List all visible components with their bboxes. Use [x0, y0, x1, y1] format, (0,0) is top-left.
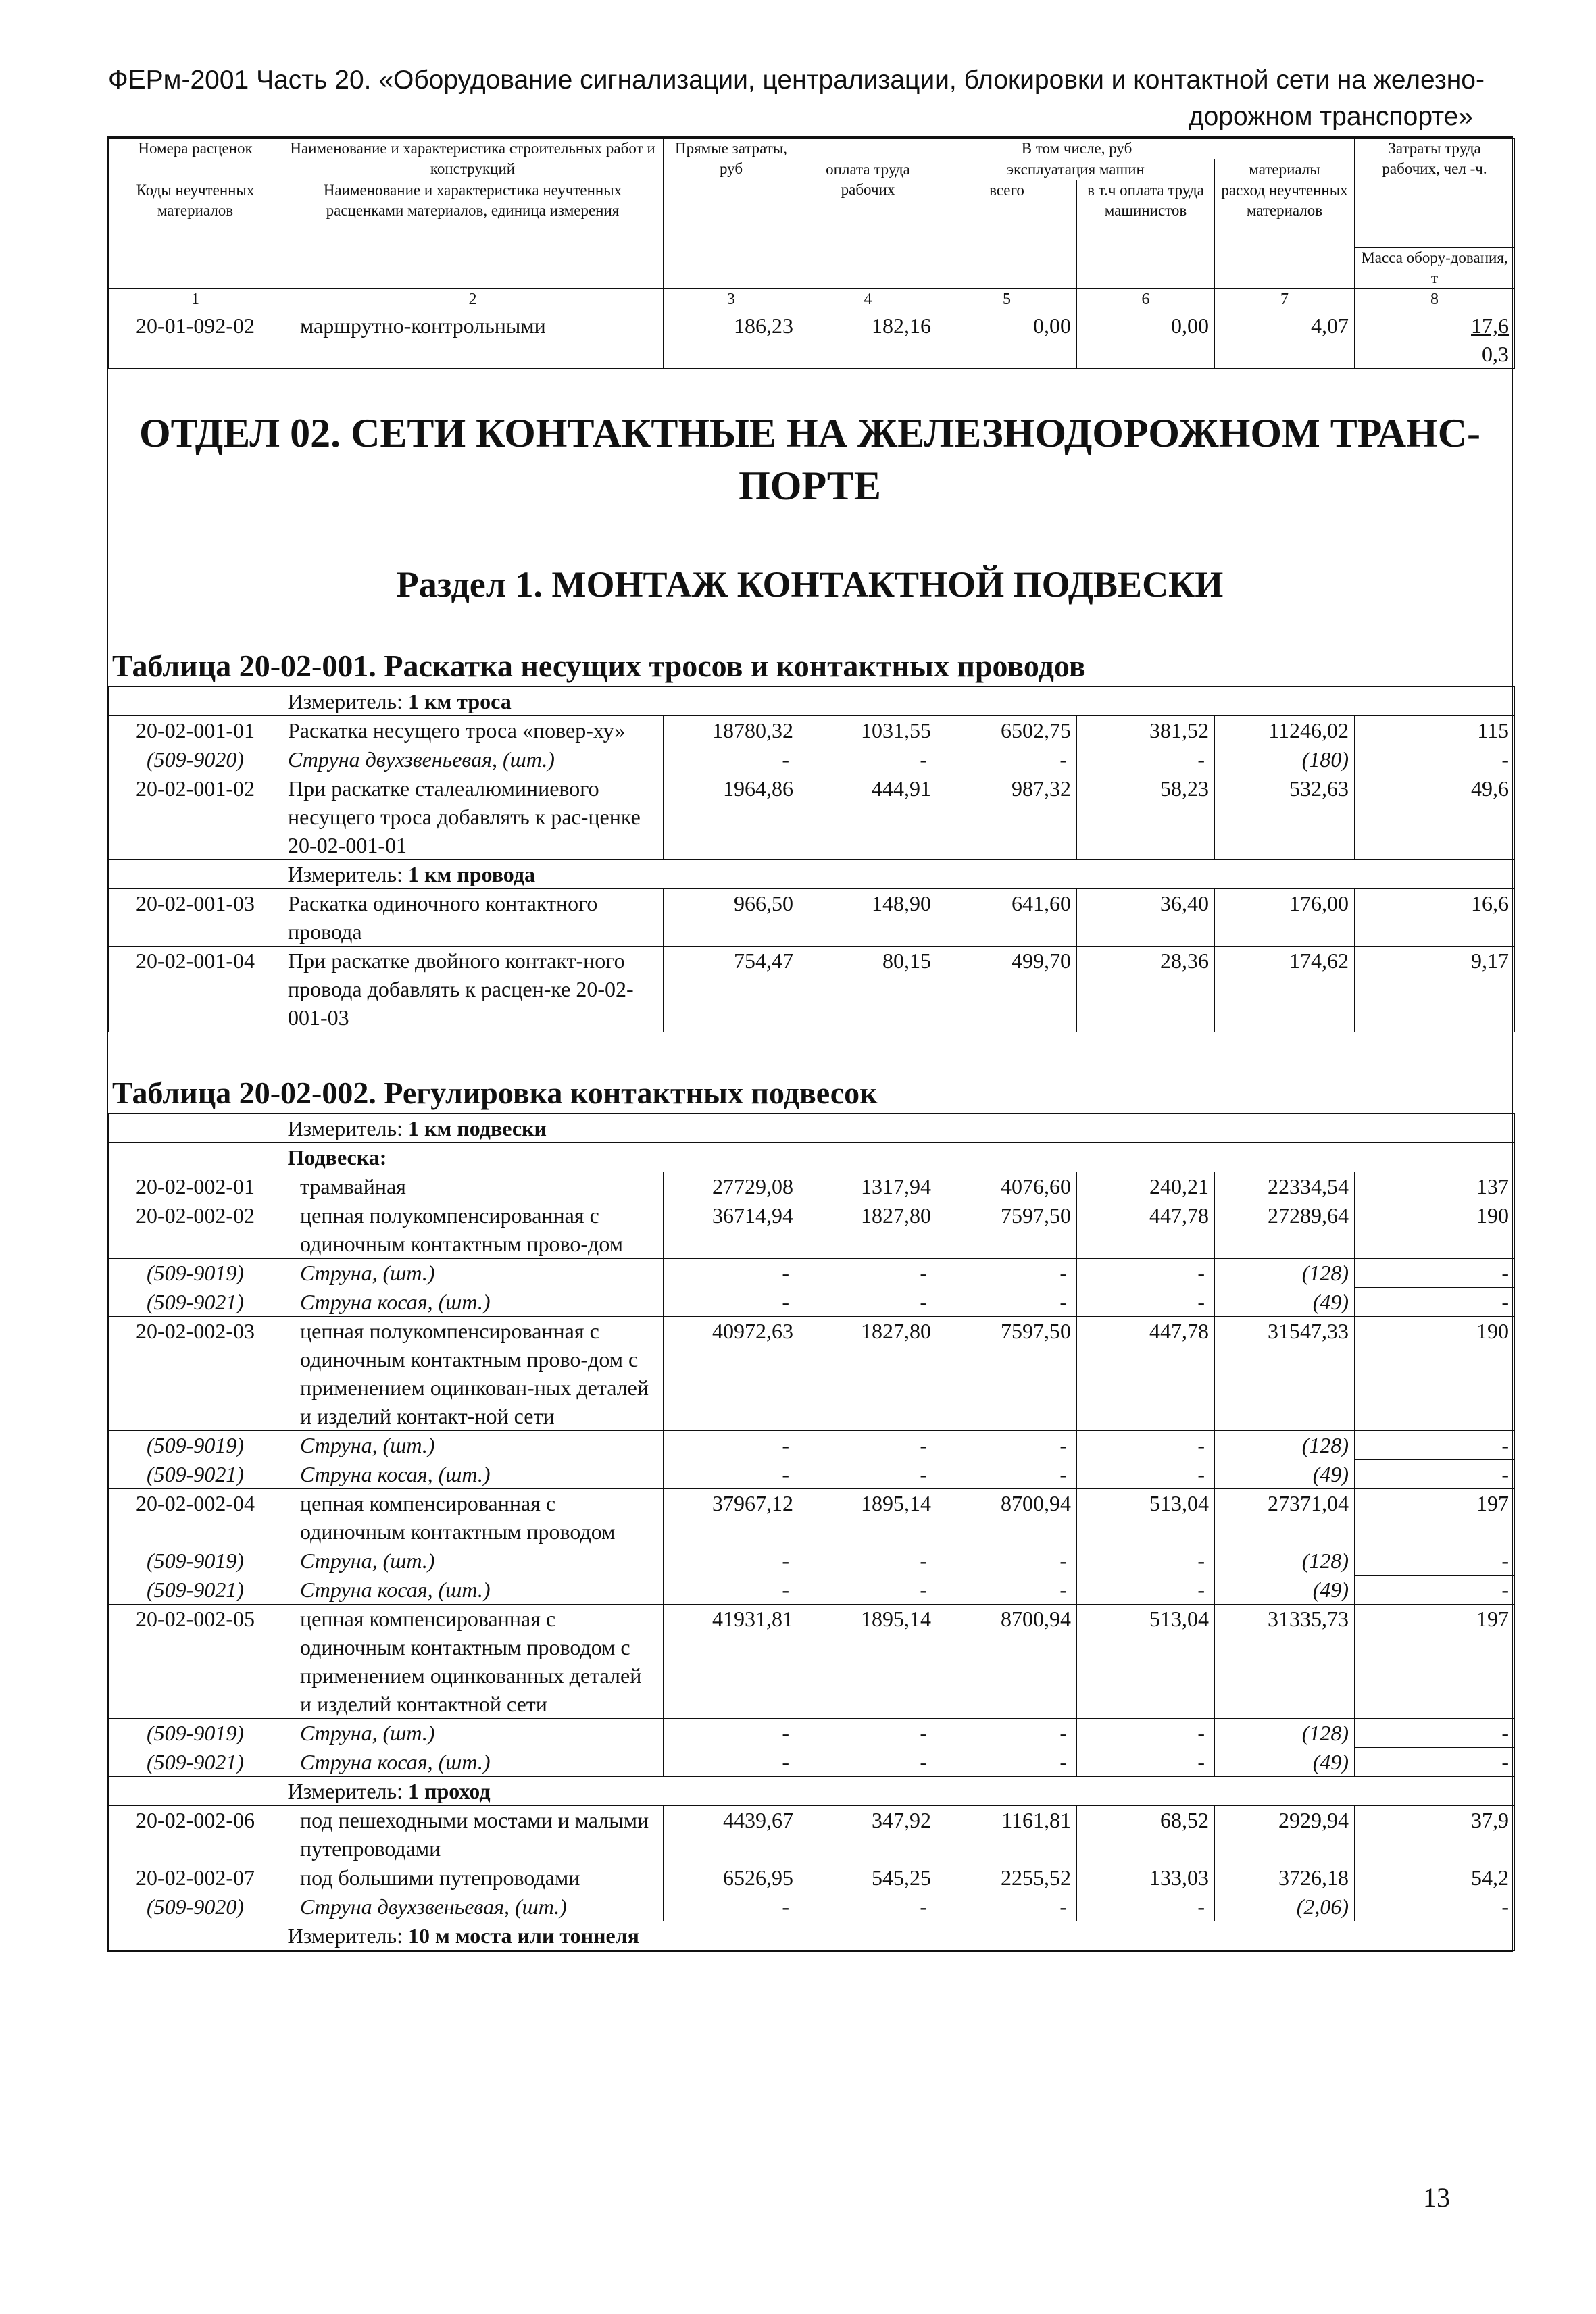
meter-value: 1 проход [408, 1779, 491, 1803]
table-2 [108, 1113, 1515, 1951]
meter-prefix: Измеритель: [287, 1779, 403, 1803]
cell-v8: 49,6 [1355, 774, 1515, 860]
cell-v5: 499,70 [937, 947, 1077, 1032]
cell-v6: - [1077, 745, 1215, 774]
cell-v4: - [799, 745, 937, 774]
cell-v6: - [1077, 1748, 1215, 1777]
material-row [109, 1288, 1515, 1317]
colnum-8: 8 [1355, 289, 1515, 311]
meter-row [109, 687, 1515, 716]
cell-v6: - [1077, 1259, 1215, 1288]
cell-v5: 6502,75 [937, 716, 1077, 745]
cell-v6: - [1077, 1431, 1215, 1460]
cell-v4: - [799, 1259, 937, 1288]
cell-v8: - [1355, 745, 1515, 774]
cell-v4: 1895,14 [799, 1605, 937, 1719]
cell-name: Струна косая, (шт.) [282, 1748, 664, 1777]
material-row [109, 1546, 1515, 1576]
cell-code: (509-9021) [109, 1460, 282, 1489]
meter-prefix: Измеритель: [287, 1923, 403, 1948]
cell-name: цепная компенсированная с одиночным контактным проводом с применением оцинкованных деталей и изделий контактной сети [282, 1605, 664, 1719]
cell-v5: - [937, 1546, 1077, 1576]
table-2-title: Таблица 20-02-002. Регулировка контактных подвесок [112, 1076, 878, 1110]
table-row [109, 774, 1515, 860]
row-v8-mass: 0,3 [1482, 342, 1510, 366]
cell-v8: 9,17 [1355, 947, 1515, 1032]
cell-v7: (128) [1215, 1546, 1355, 1576]
row-v6: 0,00 [1077, 311, 1215, 369]
head-exploit: эксплуатация машин [937, 159, 1215, 180]
cell-v5: 641,60 [937, 889, 1077, 947]
cell-v4: 347,92 [799, 1806, 937, 1863]
meter-row [109, 1921, 1515, 1951]
cell-code: 20-02-002-03 [109, 1317, 282, 1431]
cell-v3: 754,47 [664, 947, 799, 1032]
cell-v7: 2929,94 [1215, 1806, 1355, 1863]
meter-value: 1 км провода [408, 862, 536, 886]
head-group: В том числе, руб [799, 139, 1355, 159]
cell-name: Струна двухзвеньевая, (шт.) [282, 745, 664, 774]
cell-v3: 4439,67 [664, 1806, 799, 1863]
colnum-3: 3 [664, 289, 799, 311]
cell-v8: 115 [1355, 716, 1515, 745]
meter-value: 10 м моста или тоннеля [408, 1923, 639, 1948]
cell-v6: 28,36 [1077, 947, 1215, 1032]
cell-code: 20-02-001-03 [109, 889, 282, 947]
cell-v6: - [1077, 1719, 1215, 1748]
cell-v6: 513,04 [1077, 1489, 1215, 1546]
cell-v5: - [937, 1460, 1077, 1489]
cell-v3: 37967,12 [664, 1489, 799, 1546]
cell-v5: 2255,52 [937, 1863, 1077, 1892]
cell-v8: 190 [1355, 1201, 1515, 1259]
material-row [109, 1259, 1515, 1288]
row-v8 [1355, 311, 1515, 369]
cell-v4: - [799, 1892, 937, 1921]
cell-v5: - [937, 1259, 1077, 1288]
cell-v8: - [1355, 1892, 1515, 1921]
colnum-4: 4 [799, 289, 937, 311]
cell-v6: 240,21 [1077, 1172, 1215, 1201]
cell-v7: (128) [1215, 1259, 1355, 1288]
cell-code: (509-9019) [109, 1259, 282, 1288]
cell-v3: - [664, 1546, 799, 1576]
cell-code: (509-9019) [109, 1719, 282, 1748]
meter-label [282, 1777, 1515, 1806]
table-1 [108, 686, 1515, 1032]
cell-v5: - [937, 1288, 1077, 1317]
head-mass: Масса обору-дования, т [1355, 248, 1515, 289]
meter-value: 1 км подвески [408, 1116, 547, 1140]
cell-code: 20-02-001-04 [109, 947, 282, 1032]
meter-prefix: Измеритель: [287, 862, 403, 886]
cell-code: 20-02-001-02 [109, 774, 282, 860]
cell-v4: - [799, 1748, 937, 1777]
colnum-2: 2 [282, 289, 664, 311]
head-material-use: расход неучтенных материалов [1215, 180, 1355, 289]
meter-label [282, 1114, 1515, 1143]
head-codes-top: Номера расценок [109, 139, 282, 180]
cell-name: При раскатке двойного контакт-ного провода добавлять к расцен-ке 20-02-001-03 [282, 947, 664, 1032]
cell-code: (509-9021) [109, 1748, 282, 1777]
cell-v8: 197 [1355, 1489, 1515, 1546]
cell-v6: 447,78 [1077, 1317, 1215, 1431]
cell-v4: - [799, 1546, 937, 1576]
meter-blank [109, 1114, 282, 1143]
cell-v5: - [937, 745, 1077, 774]
row-name: маршрутно-контрольными [282, 311, 664, 369]
table-row [109, 1201, 1515, 1259]
cell-v8: - [1355, 1288, 1515, 1317]
cell-v8: - [1355, 1748, 1515, 1777]
cell-v4: 1827,80 [799, 1201, 937, 1259]
page-number: 13 [1423, 2182, 1450, 2213]
cell-name: Струна, (шт.) [282, 1259, 664, 1288]
group-row [109, 1143, 1515, 1172]
table-row [109, 311, 1515, 369]
row-v8-labor: 17,6 [1471, 313, 1510, 338]
head-materials: материалы [1215, 159, 1355, 180]
row-v7: 4,07 [1215, 311, 1355, 369]
cell-name: Струна, (шт.) [282, 1546, 664, 1576]
cell-v8: 54,2 [1355, 1863, 1515, 1892]
cell-v7: (49) [1215, 1288, 1355, 1317]
cell-name: Раскатка несущего троса «повер-ху» [282, 716, 664, 745]
row-v5: 0,00 [937, 311, 1077, 369]
cell-v4: 1031,55 [799, 716, 937, 745]
cell-v7: (2,06) [1215, 1892, 1355, 1921]
cell-v4: 444,91 [799, 774, 937, 860]
table-row [109, 1806, 1515, 1863]
cell-v5: - [937, 1576, 1077, 1605]
cell-v3: 6526,95 [664, 1863, 799, 1892]
cell-v5: 7597,50 [937, 1317, 1077, 1431]
table-row [109, 1489, 1515, 1546]
table-row [109, 1172, 1515, 1201]
table-row [109, 1605, 1515, 1719]
cell-v7: 31335,73 [1215, 1605, 1355, 1719]
cell-v4: 1827,80 [799, 1317, 937, 1431]
cell-code: (509-9019) [109, 1431, 282, 1460]
cell-v3: 1964,86 [664, 774, 799, 860]
cell-v8: - [1355, 1431, 1515, 1460]
cell-code: 20-02-002-06 [109, 1806, 282, 1863]
cell-name: Струна косая, (шт.) [282, 1288, 664, 1317]
cell-name: Струна, (шт.) [282, 1431, 664, 1460]
cell-v8: 137 [1355, 1172, 1515, 1201]
cell-v5: 1161,81 [937, 1806, 1077, 1863]
cell-name: цепная полукомпенсированная с одиночным контактным прово-дом [282, 1201, 664, 1259]
section-title: Раздел 1. МОНТАЖ КОНТАКТНОЙ ПОДВЕСКИ [396, 564, 1224, 605]
cell-code: (509-9020) [109, 745, 282, 774]
meter-blank [109, 860, 282, 889]
material-row [109, 745, 1515, 774]
cell-v4: - [799, 1460, 937, 1489]
cell-v4: 1895,14 [799, 1489, 937, 1546]
cell-v7: (180) [1215, 745, 1355, 774]
head-codes-bottom: Коды неучтенных материалов [109, 180, 282, 289]
cell-v7: 176,00 [1215, 889, 1355, 947]
meter-value: 1 км троса [408, 689, 512, 713]
cell-v5: - [937, 1719, 1077, 1748]
head-total: всего [937, 180, 1077, 289]
cell-v6: - [1077, 1576, 1215, 1605]
material-row [109, 1576, 1515, 1605]
cell-v8: - [1355, 1546, 1515, 1576]
cell-v6: 68,52 [1077, 1806, 1215, 1863]
cell-v3: - [664, 1892, 799, 1921]
colnum-6: 6 [1077, 289, 1215, 311]
cell-v4: 148,90 [799, 889, 937, 947]
cell-v7: 532,63 [1215, 774, 1355, 860]
colnum-7: 7 [1215, 289, 1355, 311]
cell-v7: 174,62 [1215, 947, 1355, 1032]
cell-v8: - [1355, 1576, 1515, 1605]
cell-v6: 36,40 [1077, 889, 1215, 947]
cell-v3: 966,50 [664, 889, 799, 947]
cell-v6: 58,23 [1077, 774, 1215, 860]
cell-v3: - [664, 1259, 799, 1288]
cell-v7: 27289,64 [1215, 1201, 1355, 1259]
cell-name: цепная полукомпенсированная с одиночным контактным прово-дом с применением оцинкован-ных деталей и изделий контакт-ной сети [282, 1317, 664, 1431]
cell-v6: - [1077, 1546, 1215, 1576]
cell-name: Струна косая, (шт.) [282, 1576, 664, 1605]
row-v4: 182,16 [799, 311, 937, 369]
cell-v3: 36714,94 [664, 1201, 799, 1259]
cell-v5: - [937, 1748, 1077, 1777]
cell-code: 20-02-001-01 [109, 716, 282, 745]
meter-label [282, 860, 1515, 889]
document-table [107, 136, 1513, 1952]
cell-code: 20-02-002-05 [109, 1605, 282, 1719]
header-line-1: ФЕРм-2001 Часть 20. «Оборудование сигнализации, централизации, блокировки и контактной сети на железно- [108, 66, 1485, 95]
meter-row [109, 1777, 1515, 1806]
cell-v7: (49) [1215, 1576, 1355, 1605]
cell-v7: 31547,33 [1215, 1317, 1355, 1431]
cell-v3: - [664, 1288, 799, 1317]
cell-v3: - [664, 745, 799, 774]
cell-code: 20-02-002-04 [109, 1489, 282, 1546]
cell-code: (509-9019) [109, 1546, 282, 1576]
cell-name: под пешеходными мостами и малыми путепроводами [282, 1806, 664, 1863]
cell-v4: - [799, 1719, 937, 1748]
cell-v7: (49) [1215, 1748, 1355, 1777]
cell-v3: - [664, 1431, 799, 1460]
material-row [109, 1892, 1515, 1921]
table-1-title: Таблица 20-02-001. Раскатка несущих тросов и контактных проводов [112, 649, 1086, 683]
cell-v4: 1317,94 [799, 1172, 937, 1201]
head-wage: оплата труда рабочих [799, 159, 937, 289]
cell-v3: 27729,08 [664, 1172, 799, 1201]
meter-blank [109, 687, 282, 716]
cell-code: (509-9020) [109, 1892, 282, 1921]
cell-v7: 27371,04 [1215, 1489, 1355, 1546]
cell-v3: - [664, 1748, 799, 1777]
cell-name: цепная компенсированная с одиночным контактным проводом [282, 1489, 664, 1546]
cell-v3: - [664, 1576, 799, 1605]
meter-prefix: Измеритель: [287, 689, 403, 713]
cell-v6: - [1077, 1288, 1215, 1317]
cell-name: Струна двухзвеньевая, (шт.) [282, 1892, 664, 1921]
cell-code: 20-02-002-01 [109, 1172, 282, 1201]
material-row [109, 1431, 1515, 1460]
cell-v8: - [1355, 1719, 1515, 1748]
cell-name: трамвайная [282, 1172, 664, 1201]
cell-v8: 190 [1355, 1317, 1515, 1431]
cell-name: Струна, (шт.) [282, 1719, 664, 1748]
cell-v5: 8700,94 [937, 1489, 1077, 1546]
cell-v7: (49) [1215, 1460, 1355, 1489]
cell-v6: 447,78 [1077, 1201, 1215, 1259]
cell-v3: - [664, 1719, 799, 1748]
meter-row [109, 860, 1515, 889]
group-blank [109, 1143, 282, 1172]
cell-v3: 18780,32 [664, 716, 799, 745]
head-name-bottom: Наименование и характеристика неучтенных расценками материалов, единица измерения [282, 180, 664, 289]
cell-v5: 8700,94 [937, 1605, 1077, 1719]
cell-code: (509-9021) [109, 1288, 282, 1317]
material-row [109, 1719, 1515, 1748]
meter-label [282, 687, 1515, 716]
table-row [109, 889, 1515, 947]
cell-name: Раскатка одиночного контактного провода [282, 889, 664, 947]
cell-v6: 381,52 [1077, 716, 1215, 745]
cell-v5: 987,32 [937, 774, 1077, 860]
cell-v4: 80,15 [799, 947, 937, 1032]
table-row [109, 1317, 1515, 1431]
cell-v6: - [1077, 1892, 1215, 1921]
department-title: ОТДЕЛ 02. СЕТИ КОНТАКТНЫЕ НА ЖЕЛЕЗНОДОРОЖНОМ ТРАНС-ПОРТЕ [139, 411, 1481, 508]
cell-v5: 4076,60 [937, 1172, 1077, 1201]
cell-v3: 40972,63 [664, 1317, 799, 1431]
cell-name: При раскатке сталеалюминиевого несущего троса добавлять к рас-ценке 20-02-001-01 [282, 774, 664, 860]
cell-v8: 16,6 [1355, 889, 1515, 947]
colnum-1: 1 [109, 289, 282, 311]
cell-v7: 11246,02 [1215, 716, 1355, 745]
table-row [109, 1863, 1515, 1892]
cell-name: под большими путепроводами [282, 1863, 664, 1892]
cell-name: Струна косая, (шт.) [282, 1460, 664, 1489]
cell-v8: 197 [1355, 1605, 1515, 1719]
head-name-top: Наименование и характеристика строительных работ и конструкций [282, 139, 664, 180]
cell-code: 20-02-002-07 [109, 1863, 282, 1892]
cell-v7: (128) [1215, 1431, 1355, 1460]
table-row [109, 947, 1515, 1032]
cell-v5: - [937, 1892, 1077, 1921]
row-v3: 186,23 [664, 311, 799, 369]
cell-v3: - [664, 1460, 799, 1489]
cell-v8: - [1355, 1259, 1515, 1288]
table-row [109, 716, 1515, 745]
cell-v3: 41931,81 [664, 1605, 799, 1719]
cell-v4: - [799, 1288, 937, 1317]
colnum-5: 5 [937, 289, 1077, 311]
cell-v8: 37,9 [1355, 1806, 1515, 1863]
material-row [109, 1748, 1515, 1777]
head-machinist-wage: в т.ч оплата труда машинистов [1077, 180, 1215, 289]
cell-v7: (128) [1215, 1719, 1355, 1748]
meter-blank [109, 1777, 282, 1806]
cell-v8: - [1355, 1460, 1515, 1489]
group-label: Подвеска: [282, 1143, 1515, 1172]
meter-row [109, 1114, 1515, 1143]
meter-label [282, 1921, 1515, 1951]
cell-v4: - [799, 1431, 937, 1460]
meter-prefix: Измеритель: [287, 1116, 403, 1140]
head-direct-costs: Прямые затраты, руб [664, 139, 799, 289]
head-labor-top: Затраты труда рабочих, чел -ч. [1355, 139, 1515, 248]
cell-v6: 513,04 [1077, 1605, 1215, 1719]
cell-v6: - [1077, 1460, 1215, 1489]
cell-v5: 7597,50 [937, 1201, 1077, 1259]
cell-v4: - [799, 1576, 937, 1605]
cell-code: (509-9021) [109, 1576, 282, 1605]
cell-v6: 133,03 [1077, 1863, 1215, 1892]
header-line-2: дорожном транспорте» [1188, 102, 1473, 131]
cell-v7: 22334,54 [1215, 1172, 1355, 1201]
meter-blank [109, 1921, 282, 1951]
header-table [108, 138, 1515, 369]
cell-code: 20-02-002-02 [109, 1201, 282, 1259]
cell-v7: 3726,18 [1215, 1863, 1355, 1892]
page-header [108, 62, 1485, 135]
cell-v4: 545,25 [799, 1863, 937, 1892]
material-row [109, 1460, 1515, 1489]
row-code: 20-01-092-02 [109, 311, 282, 369]
cell-v5: - [937, 1431, 1077, 1460]
